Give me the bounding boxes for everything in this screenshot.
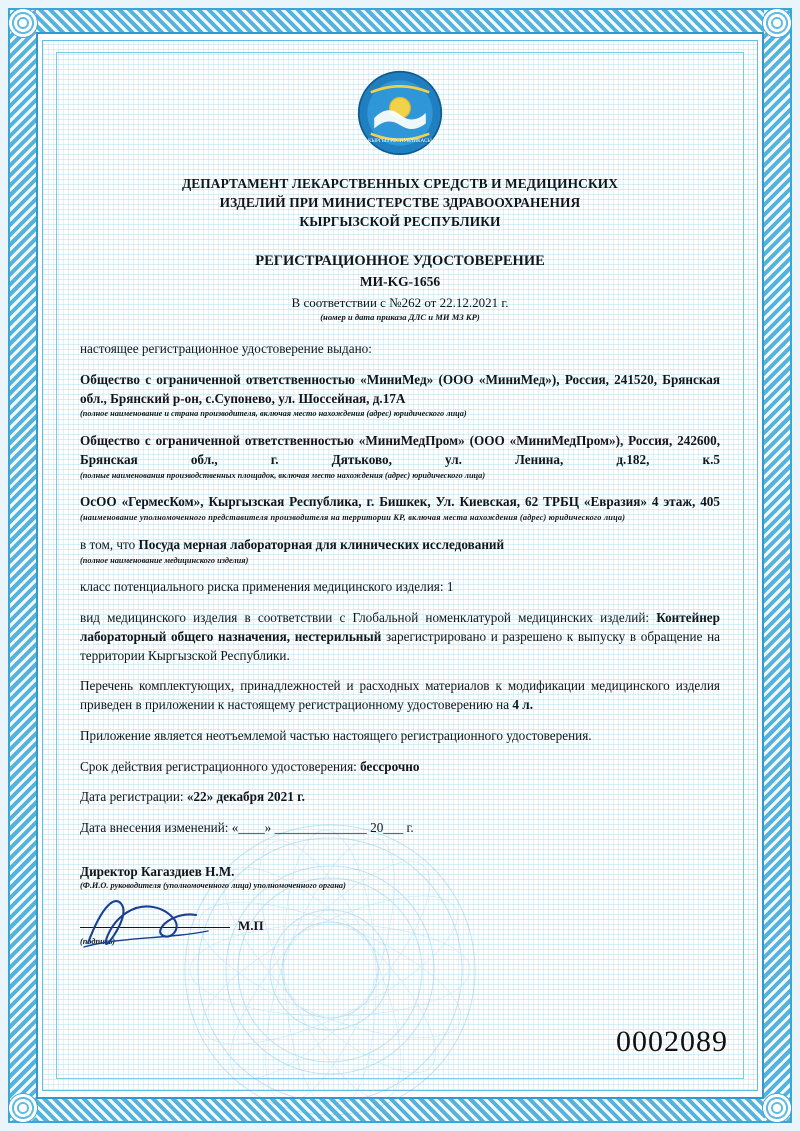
annex-statement: Приложение является неотъемлемой частью настоящего регистрационного удостоверения.: [80, 727, 592, 743]
certificate-basis: В соответствии с №262 от 22.12.2021 г.: [291, 295, 509, 311]
guilloche-band-right: [764, 10, 790, 1121]
registration-date-label: Дата регистрации:: [80, 789, 187, 805]
validity-label: Срок действия регистрационного удостоверения:: [80, 758, 361, 774]
nomenclature-prefix: вид медицинского изделия в соответствии с Глобальной номенклатурой медицинских изделий:: [80, 610, 657, 626]
corner-rosette-top-left: [8, 8, 38, 38]
document-body: [80, 70, 720, 946]
validity-line: [80, 758, 720, 777]
representative-note: (наименование уполномоченного представителя производителя на территории КР, включая места нахождения (адрес) юридического лица): [80, 513, 626, 523]
authority-line-3: КЫРГЫЗСКОЙ РЕСПУБЛИКИ: [299, 214, 501, 230]
nomenclature-suffix: зарегистрировано и разрешено к выпуску в обращение на территории Кыргызской Республики.: [80, 628, 720, 663]
authority-line-1: ДЕПАРТАМЕНТ ЛЕКАРСТВЕННЫХ СРЕДСТВ И МЕДИЦИНСКИХ: [181, 176, 619, 191]
registration-date-value: «22» декабря 2021 г.: [186, 789, 305, 805]
nomenclature-paragraph: [80, 609, 720, 665]
certificate-title: РЕГИСТРАЦИОННОЕ УДОСТОВЕРЕНИЕ: [255, 253, 545, 270]
signature-note: (подпись): [80, 936, 115, 946]
product-note: (полное наименование медицинского изделия): [80, 555, 249, 565]
production-site-text: Общество с ограниченной ответственностью «МиниМедПром» (ООО «МиниМедПром»), Россия, 242600, Брянская обл., г. Дятьково, ул. Ленина, д.182, к.5: [80, 433, 720, 467]
signature-rule: [80, 926, 230, 928]
certificate-number: МИ-KG-1656: [359, 274, 441, 290]
corner-rosette-top-right: [762, 8, 792, 38]
state-emblem-icon: [357, 70, 443, 156]
registration-date-line: [80, 788, 720, 807]
annex-pages: 4 л.: [512, 697, 533, 713]
product-prefix: в том, что: [80, 536, 139, 552]
authority-title: [80, 174, 720, 231]
serial-number: 0002089: [616, 1025, 728, 1058]
corner-rosette-bottom-left: [8, 1093, 38, 1123]
manufacturer-note: (полное наименование и страна производителя, включая место нахождения (адрес) юридического лица): [80, 409, 467, 419]
corner-rosette-bottom-right: [762, 1093, 792, 1123]
product-name: Посуда мерная лабораторная для клинических исследований: [138, 536, 505, 552]
stamp-label: М.П: [238, 917, 264, 933]
amendment-date-line: Дата внесения изменений: «____» ______________ 20___ г.: [80, 819, 414, 835]
annex-paragraph: [80, 677, 720, 714]
director-note: (Ф.И.О. руководителя (уполномоченного лица) уполномоченного органа): [80, 880, 346, 890]
manufacturer-text: Общество с ограниченной ответственностью «МиниМед» (ООО «МиниМед»), Россия, 241520, Брянская обл., Брянский р-он, с.Супонево, ул. Шоссейная, д.17А: [80, 371, 720, 406]
product-line: [80, 536, 720, 555]
nomenclature-name: Контейнер лабораторный общего назначения, нестерильный: [80, 610, 720, 644]
risk-class-line: класс потенциального риска применения медицинского изделия: 1: [80, 579, 454, 595]
svg-text:КЫРГЫЗ РЕСПУБЛИКАСЫ: КЫРГЫЗ РЕСПУБЛИКАСЫ: [368, 138, 432, 145]
authority-line-2: ИЗДЕЛИЙ ПРИ МИНИСТЕРСТВЕ ЗДРАВООХРАНЕНИЯ: [219, 195, 581, 211]
validity-value: бессрочно: [360, 758, 420, 774]
representative-text: ОсОО «ГермесКом», Кыргызская Республика, г. Бишкек, Ул. Киевская, 62 ТРБЦ «Евразия» 4 этаж, 405: [80, 494, 720, 510]
signature-line: [80, 918, 720, 934]
certificate-basis-note: (номер и дата приказа ДЛС и МИ МЗ КР): [320, 312, 480, 323]
annex-prefix: Перечень комплектующих, принадлежностей и расходных материалов к модификации медицинского изделия приведен в приложении к настоящему регистрационному удостоверению на: [80, 678, 720, 713]
issued-to-label: настоящее регистрационное удостоверение выдано:: [80, 341, 372, 357]
production-site-note: (полные наименования производственных площадок, включая место нахождения (адрес) юридического лица): [80, 470, 486, 480]
guilloche-band-left: [10, 10, 36, 1121]
director-name: Директор Кагаздиев Н.М.: [80, 863, 235, 879]
